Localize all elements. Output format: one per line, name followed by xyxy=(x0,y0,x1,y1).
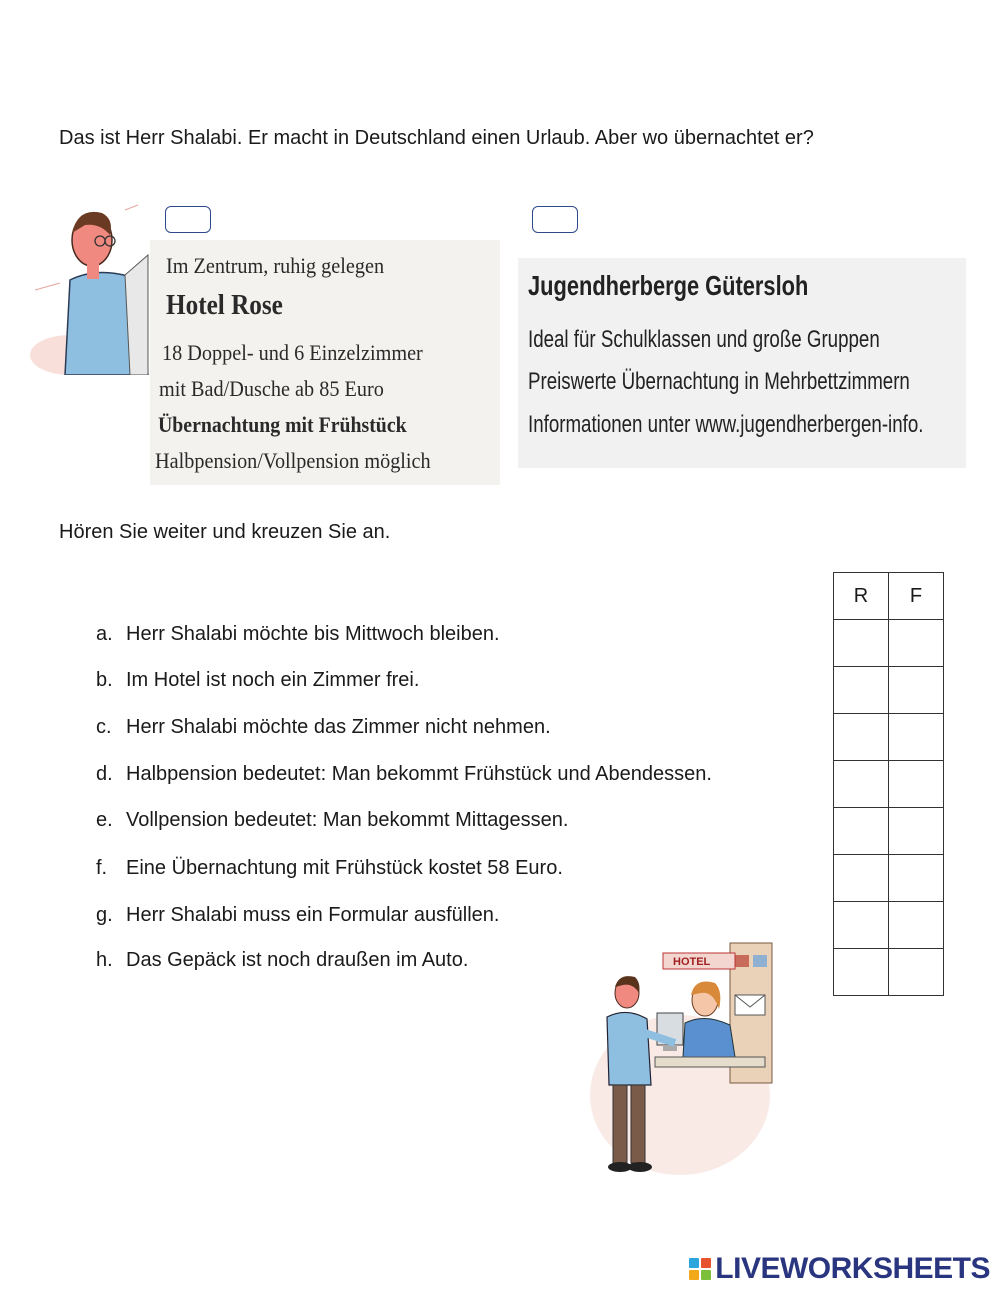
statement-letter: f. xyxy=(96,857,108,879)
hotel-reception-illustration xyxy=(585,925,775,1180)
statement-letter: e. xyxy=(96,809,113,831)
hotel-sign-text: HOTEL xyxy=(673,956,711,968)
answer-cell-d-r[interactable] xyxy=(834,761,889,808)
statement-letter: d. xyxy=(96,763,113,785)
answer-cell-g-r[interactable] xyxy=(834,902,889,949)
hostel-ad-line: Informationen unter www.jugendherbergen-info. xyxy=(528,411,924,438)
hotel-ad-name: Hotel Rose xyxy=(166,290,283,321)
statement-item xyxy=(96,904,500,927)
column-header-r: R xyxy=(834,573,889,620)
answer-cell-d-f[interactable] xyxy=(889,761,944,808)
answer-cell-h-f[interactable] xyxy=(889,949,944,996)
statement-item xyxy=(96,949,468,972)
answer-table xyxy=(833,572,944,996)
hotel-rose-checkbox[interactable] xyxy=(165,206,211,233)
answer-cell-f-r[interactable] xyxy=(834,855,889,902)
answer-cell-a-r[interactable] xyxy=(834,620,889,667)
statement-letter: h. xyxy=(96,949,113,971)
jugendherberge-checkbox[interactable] xyxy=(532,206,578,233)
answer-cell-c-r[interactable] xyxy=(834,714,889,761)
hotel-ad-line: mit Bad/Dusche ab 85 Euro xyxy=(159,376,384,401)
statement-item xyxy=(96,716,551,739)
statement-letter: g. xyxy=(96,904,113,926)
answer-cell-e-r[interactable] xyxy=(834,808,889,855)
answer-cell-f-f[interactable] xyxy=(889,855,944,902)
statement-item xyxy=(96,857,563,880)
statement-item xyxy=(96,623,500,646)
logo-text: LIVEWORKSHEETS xyxy=(715,1252,990,1285)
hotel-rose-ad xyxy=(150,240,500,485)
statement-text: Herr Shalabi möchte das Zimmer nicht nehmen. xyxy=(126,716,551,738)
hostel-ad-line: Preiswerte Übernachtung in Mehrbettzimmern xyxy=(528,368,910,395)
statement-text: Eine Übernachtung mit Frühstück kostet 58 Euro. xyxy=(126,857,563,879)
statement-text: Vollpension bedeutet: Man bekommt Mittagessen. xyxy=(126,809,569,831)
instruction-text: Hören Sie weiter und kreuzen Sie an. xyxy=(59,521,391,543)
hotel-ad-line: Halbpension/Vollpension möglich xyxy=(155,448,431,473)
answer-cell-e-f[interactable] xyxy=(889,808,944,855)
answer-cell-g-f[interactable] xyxy=(889,902,944,949)
statement-item xyxy=(96,763,712,786)
answer-cell-b-f[interactable] xyxy=(889,667,944,714)
statement-item xyxy=(96,809,568,832)
statement-text: Herr Shalabi möchte bis Mittwoch bleiben. xyxy=(126,623,500,645)
answer-cell-c-f[interactable] xyxy=(889,714,944,761)
jugendherberge-ad xyxy=(518,258,966,468)
answer-cell-h-r[interactable] xyxy=(834,949,889,996)
column-header-f: F xyxy=(889,573,944,620)
statement-item xyxy=(96,669,419,692)
hostel-ad-name: Jugendherberge Gütersloh xyxy=(528,270,809,301)
hostel-ad-line: Ideal für Schulklassen und große Gruppen xyxy=(528,326,880,353)
statement-letter: c. xyxy=(96,716,112,738)
statement-text: Im Hotel ist noch ein Zimmer frei. xyxy=(126,669,420,691)
man-illustration xyxy=(30,195,150,375)
answer-cell-a-f[interactable] xyxy=(889,620,944,667)
logo-mark-icon xyxy=(689,1258,711,1280)
statement-letter: b. xyxy=(96,669,113,691)
intro-text: Das ist Herr Shalabi. Er macht in Deutschland einen Urlaub. Aber wo übernachtet er? xyxy=(59,127,814,149)
answer-cell-b-r[interactable] xyxy=(834,667,889,714)
hotel-ad-line: Übernachtung mit Frühstück xyxy=(158,412,407,437)
liveworksheets-logo xyxy=(689,1252,990,1286)
statement-text: Das Gepäck ist noch draußen im Auto. xyxy=(126,949,469,971)
statement-text: Herr Shalabi muss ein Formular ausfüllen. xyxy=(126,904,500,926)
statement-text: Halbpension bedeutet: Man bekommt Frühstück und Abendessen. xyxy=(126,763,712,785)
hotel-ad-line: Im Zentrum, ruhig gelegen xyxy=(166,253,385,278)
statement-letter: a. xyxy=(96,623,113,645)
hotel-ad-line: 18 Doppel- und 6 Einzelzimmer xyxy=(162,340,423,365)
